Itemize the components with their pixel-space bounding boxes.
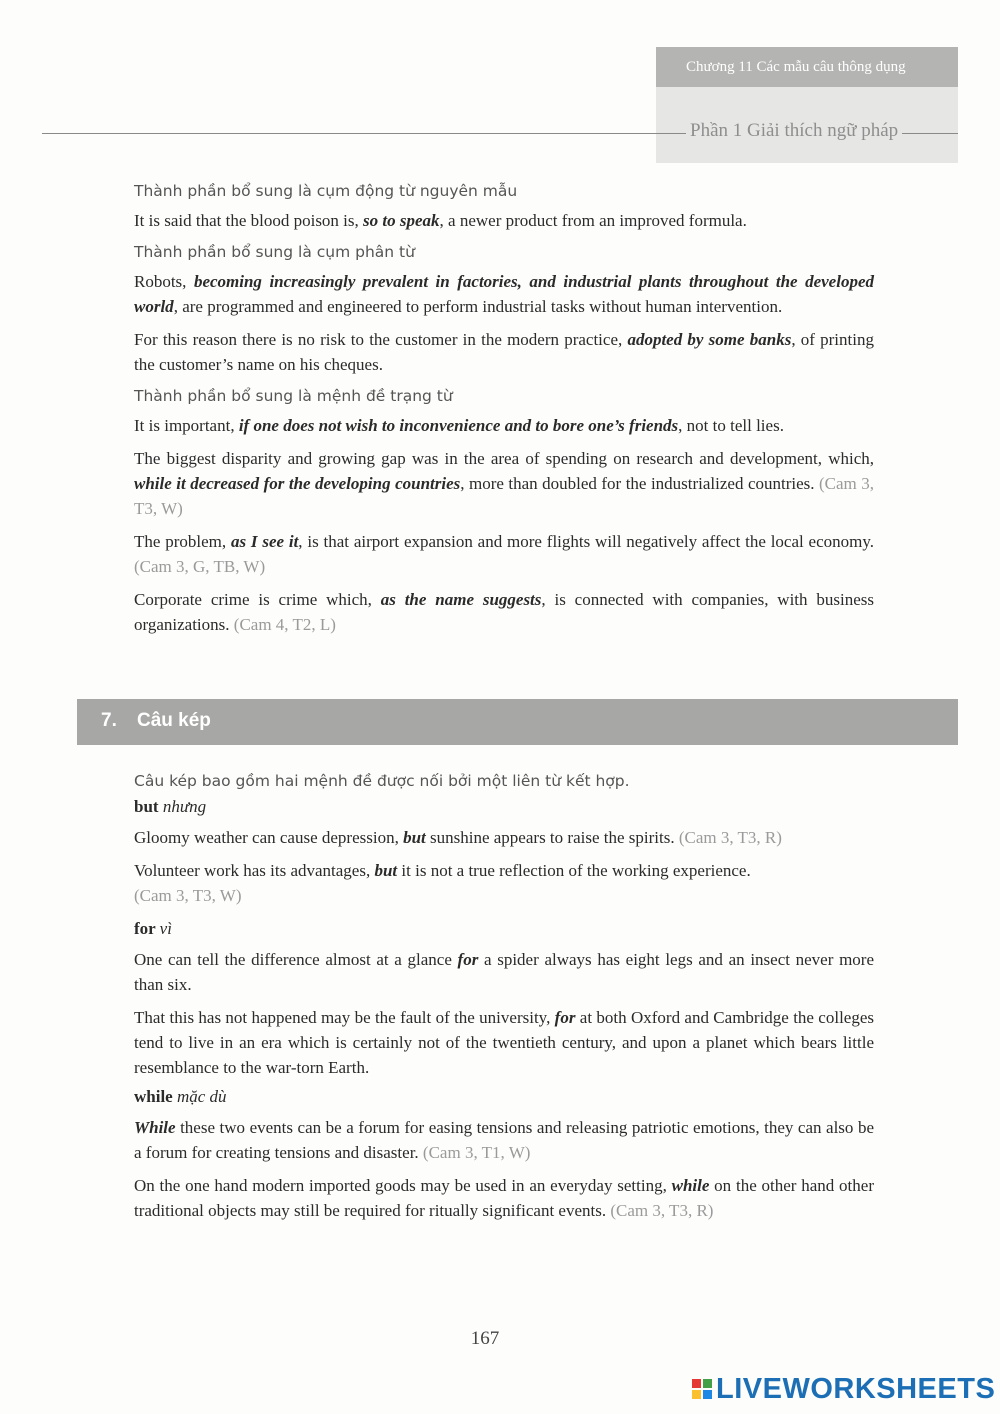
logo-text: LIVEWORKSHEETS — [716, 1372, 996, 1405]
block-2 — [134, 770, 874, 1231]
liveworksheets-logo — [692, 1374, 995, 1404]
source-ref: (Cam 3, T3, R) — [610, 1201, 714, 1220]
example-4: It is important, if one does not wish to inconvenience and to bore one’s friends, not to tell lies. — [134, 416, 784, 435]
logo-grid-icon — [692, 1379, 712, 1399]
example-1: It is said that the blood poison is, so to speak, a newer product from an improved formula. — [134, 211, 747, 230]
example-12: While these two events can be a forum for easing tensions and releasing patriotic emotions, they can also be a forum for creating tensions and disaster. (Cam 3, T1, W) — [134, 1118, 874, 1162]
example-9: Volunteer work has its advantages, but it is not a true reflection of the working experience. (Cam 3, T3, W) — [134, 861, 751, 905]
example-6: The problem, as I see it, is that airport expansion and more flights will negatively affect the local economy. (Cam 3, G, TB, W) — [134, 532, 874, 576]
section-number: 7. — [101, 710, 117, 731]
source-ref: (Cam 3, G, TB, W) — [134, 557, 266, 576]
source-ref: (Cam 3, T3, W) — [134, 474, 874, 518]
compound-intro: Câu kép bao gồm hai mệnh đề được nối bởi một liên từ kết hợp. — [134, 772, 630, 790]
section-title: Câu kép — [137, 710, 211, 731]
keyword-while: while mặc dù — [134, 1087, 227, 1106]
example-8: Gloomy weather can cause depression, but sunshine appears to raise the spirits. (Cam 3, T3, R) — [134, 828, 782, 847]
example-3: For this reason there is no risk to the customer in the modern practice, adopted by some banks, of printing the customer’s name on his cheques. — [134, 330, 874, 374]
example-10: One can tell the difference almost at a glance for a spider always has eight legs and an insect never more than six. — [134, 950, 874, 994]
page-number: 167 — [470, 1328, 500, 1349]
source-ref: (Cam 3, T1, W) — [422, 1143, 531, 1162]
part-title: Phần 1 Giải thích ngữ pháp — [686, 120, 902, 142]
example-5: The biggest disparity and growing gap was in the area of spending on research and development, which, while it decreased for the developing countries, more than doubled for the industrialized countries. (Cam 3, T3, W) — [134, 449, 874, 518]
chapter-title: Chương 11 Các mẫu câu thông dụng — [656, 47, 958, 87]
source-ref: (Cam 4, T2, L) — [233, 615, 336, 634]
subheading-adverb-clause: Thành phần bổ sung là mệnh đề trạng từ — [134, 387, 453, 405]
section-header — [77, 699, 958, 745]
example-11: That this has not happened may be the fault of the university, for at both Oxford and Cambridge the colleges tend to live in an era which is certainly not of the twentieth century, and upon a planet which bears little resemblance to the war-torn Earth. — [134, 1008, 874, 1077]
subheading-infinitive: Thành phần bổ sung là cụm động từ nguyên mẫu — [134, 182, 518, 200]
source-ref: (Cam 3, T3, W) — [134, 886, 242, 905]
keyword-for: for vì — [134, 919, 172, 938]
header-box — [656, 47, 958, 163]
subheading-participle: Thành phần bổ sung là cụm phân từ — [134, 243, 415, 261]
example-7: Corporate crime is crime which, as the name suggests, is connected with companies, with business organizations. (Cam 4, T2, L) — [134, 590, 874, 634]
source-ref: (Cam 3, T3, R) — [678, 828, 782, 847]
keyword-but: but nhưng — [134, 797, 207, 816]
example-2: Robots, becoming increasingly prevalent in factories, and industrial plants throughout the developed world, are programmed and engineered to perform industrial tasks without human intervention. — [134, 272, 874, 316]
example-13: On the one hand modern imported goods may be used in an everyday setting, while on the other hand other traditional objects may still be required for ritually significant events. (Cam 3, T3, R) — [134, 1176, 874, 1220]
block-1 — [134, 180, 874, 645]
